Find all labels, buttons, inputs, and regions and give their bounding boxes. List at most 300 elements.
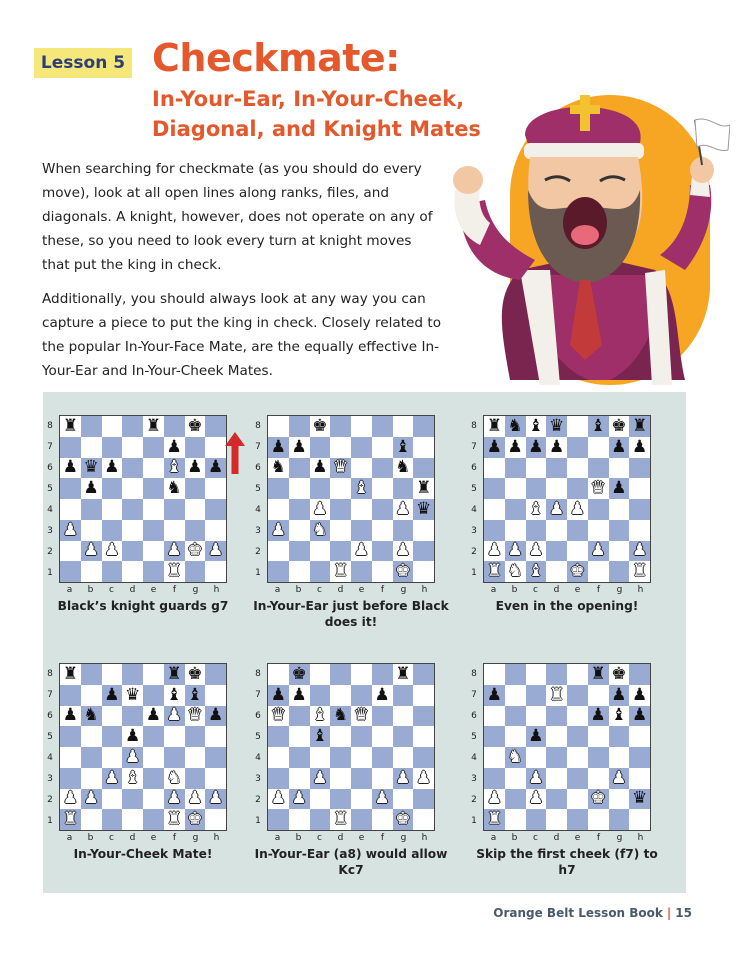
file-label: d <box>129 585 136 595</box>
board-square <box>588 437 609 458</box>
board-square <box>102 664 123 685</box>
black-king-icon: ♚ <box>611 663 627 684</box>
board-square <box>330 685 351 706</box>
board-square <box>122 809 143 830</box>
board-square <box>185 478 206 499</box>
board-square <box>122 520 143 541</box>
board-square <box>609 541 630 562</box>
page-title: Checkmate: <box>152 36 400 80</box>
board-square <box>393 499 414 520</box>
rank-label: 2 <box>47 546 53 557</box>
board-square <box>526 747 547 768</box>
board-square <box>393 437 414 458</box>
board-square <box>372 809 393 830</box>
white-pawn-icon: ♟ <box>528 767 544 788</box>
white-queen-icon: ♛ <box>333 457 349 478</box>
rank-label: 1 <box>255 815 261 826</box>
board-square <box>393 520 414 541</box>
board-square <box>546 437 567 458</box>
board-square <box>372 685 393 706</box>
board-square <box>609 685 630 706</box>
white-king-icon: ♚ <box>569 561 585 582</box>
rank-label: 3 <box>471 773 477 784</box>
rank-label: 8 <box>255 668 261 679</box>
black-queen-icon: ♛ <box>549 415 565 436</box>
board-square <box>164 768 185 789</box>
file-label: f <box>596 833 601 843</box>
board-square <box>609 747 630 768</box>
board-square <box>588 726 609 747</box>
black-pawn-icon: ♟ <box>312 457 328 478</box>
board-square <box>185 664 206 685</box>
board-square <box>609 726 630 747</box>
board-square <box>629 664 650 685</box>
board-square <box>609 458 630 479</box>
board-square <box>310 706 331 727</box>
file-labels <box>483 832 651 844</box>
board-square <box>310 664 331 685</box>
file-label: b <box>295 833 302 843</box>
black-queen-icon: ♛ <box>632 788 648 809</box>
black-rook-icon: ♜ <box>166 663 182 684</box>
board-square <box>351 561 372 582</box>
board-square <box>413 458 434 479</box>
board-square <box>60 478 81 499</box>
board-square <box>588 561 609 582</box>
board-square <box>164 416 185 437</box>
rank-label: 8 <box>47 420 53 431</box>
board-square <box>122 706 143 727</box>
black-rook-icon: ♜ <box>632 415 648 436</box>
board-square <box>205 685 226 706</box>
rank-label: 8 <box>47 668 53 679</box>
rank-label: 3 <box>471 525 477 536</box>
board-square <box>289 726 310 747</box>
page-footer <box>493 906 692 920</box>
board-square <box>81 664 102 685</box>
chess-board <box>59 663 227 831</box>
file-label: d <box>129 833 136 843</box>
board-square <box>268 747 289 768</box>
rank-label: 5 <box>255 483 261 494</box>
white-pawn-icon: ♟ <box>166 788 182 809</box>
file-label: f <box>596 585 601 595</box>
rank-label: 2 <box>255 794 261 805</box>
rank-labels <box>43 415 57 583</box>
board-square <box>484 747 505 768</box>
file-label: g <box>400 833 407 843</box>
white-pawn-icon: ♟ <box>395 498 411 519</box>
board-square <box>372 437 393 458</box>
board-square <box>268 478 289 499</box>
rank-label: 3 <box>47 773 53 784</box>
board-square <box>289 747 310 768</box>
board-square <box>413 664 434 685</box>
board-square <box>546 478 567 499</box>
board-square <box>629 458 650 479</box>
board-square <box>289 664 310 685</box>
rank-label: 7 <box>47 441 53 452</box>
board-square <box>122 664 143 685</box>
board-square <box>526 726 547 747</box>
black-pawn-icon: ♟ <box>166 436 182 457</box>
white-pawn-icon: ♟ <box>166 705 182 726</box>
board-square <box>81 520 102 541</box>
board-square <box>526 541 547 562</box>
board-square <box>205 437 226 458</box>
white-pawn-icon: ♟ <box>395 767 411 788</box>
board-square <box>60 768 81 789</box>
diagram-caption: In-Your-Cheek Mate! <box>73 847 213 861</box>
rank-labels <box>467 415 481 583</box>
board-square <box>567 520 588 541</box>
white-knight-icon: ♞ <box>507 746 523 767</box>
board-square <box>393 541 414 562</box>
board-square <box>102 499 123 520</box>
board-square <box>484 809 505 830</box>
board-square <box>567 726 588 747</box>
board-square <box>351 478 372 499</box>
black-bishop-icon: ♝ <box>590 415 606 436</box>
board-square <box>81 458 102 479</box>
board-square <box>567 437 588 458</box>
black-pawn-icon: ♟ <box>270 684 286 705</box>
board-square <box>268 664 289 685</box>
board-square <box>629 726 650 747</box>
board-square <box>588 768 609 789</box>
board-square <box>330 561 351 582</box>
board-square <box>330 747 351 768</box>
board-square <box>393 706 414 727</box>
rank-label: 1 <box>47 567 53 578</box>
file-label: h <box>421 833 428 843</box>
board-square <box>185 706 206 727</box>
board-square <box>164 706 185 727</box>
black-pawn-icon: ♟ <box>62 705 78 726</box>
white-pawn-icon: ♟ <box>291 788 307 809</box>
board-square <box>567 458 588 479</box>
board-square <box>526 478 547 499</box>
board-square <box>505 809 526 830</box>
board-square <box>588 416 609 437</box>
rank-label: 6 <box>255 710 261 721</box>
board-square <box>372 768 393 789</box>
board-square <box>310 520 331 541</box>
board-square <box>289 809 310 830</box>
white-pawn-icon: ♟ <box>395 540 411 561</box>
rank-label: 6 <box>471 710 477 721</box>
board-square <box>143 541 164 562</box>
board-square <box>567 789 588 810</box>
file-label: e <box>358 585 365 595</box>
black-bishop-icon: ♝ <box>312 726 328 747</box>
board-square <box>164 437 185 458</box>
board-square <box>546 541 567 562</box>
black-king-icon: ♚ <box>291 663 307 684</box>
board-square <box>567 561 588 582</box>
board-square <box>629 685 650 706</box>
white-knight-icon: ♞ <box>507 561 523 582</box>
board-square <box>588 664 609 685</box>
board-square <box>505 747 526 768</box>
white-pawn-icon: ♟ <box>208 788 224 809</box>
board-square <box>546 416 567 437</box>
rank-label: 4 <box>255 504 261 515</box>
board-square <box>185 437 206 458</box>
board-square <box>164 664 185 685</box>
king-mascot-illustration <box>440 95 730 395</box>
black-pawn-icon: ♟ <box>62 457 78 478</box>
file-label: f <box>172 585 177 595</box>
board-square <box>289 706 310 727</box>
board-square <box>164 520 185 541</box>
black-rook-icon: ♜ <box>395 663 411 684</box>
file-label: h <box>213 833 220 843</box>
board-square <box>330 789 351 810</box>
board-square <box>629 768 650 789</box>
board-square <box>122 541 143 562</box>
black-queen-icon: ♛ <box>416 498 432 519</box>
board-square <box>393 458 414 479</box>
board-square <box>102 458 123 479</box>
rank-label: 6 <box>471 462 477 473</box>
board-square <box>268 726 289 747</box>
file-label: c <box>109 585 114 595</box>
rank-label: 7 <box>471 441 477 452</box>
white-rook-icon: ♜ <box>632 561 648 582</box>
black-pawn-icon: ♟ <box>291 436 307 457</box>
file-label: d <box>553 585 560 595</box>
board-square <box>164 747 185 768</box>
board-square <box>330 768 351 789</box>
board-square <box>629 437 650 458</box>
board-square <box>289 458 310 479</box>
board-square <box>505 706 526 727</box>
board-square <box>268 768 289 789</box>
board-square <box>60 437 81 458</box>
board-square <box>205 520 226 541</box>
rank-labels <box>251 663 265 831</box>
board-square <box>484 561 505 582</box>
board-square <box>505 478 526 499</box>
board-square <box>351 458 372 479</box>
file-label: e <box>574 833 581 843</box>
black-knight-icon: ♞ <box>270 457 286 478</box>
black-pawn-icon: ♟ <box>632 705 648 726</box>
white-rook-icon: ♜ <box>549 684 565 705</box>
board-square <box>289 541 310 562</box>
board-square <box>289 520 310 541</box>
white-pawn-icon: ♟ <box>83 788 99 809</box>
black-pawn-icon: ♟ <box>145 705 161 726</box>
white-pawn-icon: ♟ <box>374 788 390 809</box>
white-pawn-icon: ♟ <box>611 767 627 788</box>
board-square <box>372 789 393 810</box>
black-pawn-icon: ♟ <box>104 457 120 478</box>
board-square <box>330 664 351 685</box>
file-labels <box>267 584 435 596</box>
board-square <box>526 789 547 810</box>
board-square <box>164 809 185 830</box>
board-square <box>185 809 206 830</box>
file-label: g <box>616 833 623 843</box>
footer-book-title: Orange Belt Lesson Book <box>493 906 663 920</box>
board-square <box>484 458 505 479</box>
board-square <box>609 706 630 727</box>
white-king-icon: ♚ <box>187 809 203 830</box>
white-pawn-icon: ♟ <box>549 498 565 519</box>
black-pawn-icon: ♟ <box>291 684 307 705</box>
board-square <box>102 437 123 458</box>
board-square <box>351 789 372 810</box>
diagram-panel <box>43 392 686 893</box>
board-square <box>505 499 526 520</box>
board-square <box>393 561 414 582</box>
white-pawn-icon: ♟ <box>104 540 120 561</box>
file-labels <box>59 832 227 844</box>
black-pawn-icon: ♟ <box>528 726 544 747</box>
board-square <box>185 685 206 706</box>
file-label: a <box>490 585 497 595</box>
white-pawn-icon: ♟ <box>569 498 585 519</box>
white-knight-icon: ♞ <box>166 767 182 788</box>
board-square <box>588 458 609 479</box>
board-square <box>81 726 102 747</box>
board-square <box>413 768 434 789</box>
board-square <box>351 499 372 520</box>
board-square <box>205 561 226 582</box>
rank-label: 6 <box>255 462 261 473</box>
board-square <box>143 706 164 727</box>
board-square <box>372 747 393 768</box>
board-square <box>268 789 289 810</box>
board-square <box>81 416 102 437</box>
board-square <box>546 499 567 520</box>
board-square <box>484 520 505 541</box>
board-square <box>81 561 102 582</box>
board-square <box>268 685 289 706</box>
board-square <box>629 520 650 541</box>
board-square <box>122 685 143 706</box>
board-square <box>310 726 331 747</box>
board-square <box>81 789 102 810</box>
rank-label: 4 <box>47 504 53 515</box>
board-square <box>505 458 526 479</box>
board-square <box>330 520 351 541</box>
white-bishop-icon: ♝ <box>312 705 328 726</box>
chess-board <box>483 415 651 583</box>
board-square <box>143 437 164 458</box>
rank-label: 8 <box>471 668 477 679</box>
black-pawn-icon: ♟ <box>611 684 627 705</box>
diagram-caption: Black’s knight guards g7 <box>57 599 229 613</box>
board-square <box>81 706 102 727</box>
board-square <box>372 499 393 520</box>
lesson-badge: Lesson 5 <box>34 48 132 78</box>
white-pawn-icon: ♟ <box>590 540 606 561</box>
board-square <box>268 437 289 458</box>
board-square <box>609 664 630 685</box>
board-square <box>609 789 630 810</box>
board-square <box>164 478 185 499</box>
board-square <box>413 726 434 747</box>
rank-labels <box>251 415 265 583</box>
board-square <box>205 458 226 479</box>
file-label: f <box>172 833 177 843</box>
white-rook-icon: ♜ <box>333 561 349 582</box>
file-label: d <box>337 585 344 595</box>
board-square <box>526 458 547 479</box>
board-square <box>164 561 185 582</box>
board-square <box>526 561 547 582</box>
file-label: g <box>192 833 199 843</box>
board-square <box>413 747 434 768</box>
board-square <box>143 747 164 768</box>
board-square <box>205 416 226 437</box>
board-square <box>413 541 434 562</box>
board-square <box>310 768 331 789</box>
board-square <box>143 768 164 789</box>
black-pawn-icon: ♟ <box>104 684 120 705</box>
board-square <box>81 478 102 499</box>
board-square <box>205 726 226 747</box>
board-square <box>310 685 331 706</box>
board-square <box>268 706 289 727</box>
board-square <box>102 561 123 582</box>
file-label: e <box>358 833 365 843</box>
board-square <box>185 768 206 789</box>
board-square <box>567 685 588 706</box>
file-label: c <box>109 833 114 843</box>
white-pawn-icon: ♟ <box>166 540 182 561</box>
black-pawn-icon: ♟ <box>632 684 648 705</box>
board-square <box>351 664 372 685</box>
black-pawn-icon: ♟ <box>270 436 286 457</box>
board-square <box>310 789 331 810</box>
board-square <box>205 809 226 830</box>
board-square <box>310 458 331 479</box>
board-square <box>143 685 164 706</box>
white-king-icon: ♚ <box>395 561 411 582</box>
board-square <box>81 768 102 789</box>
file-label: a <box>274 833 281 843</box>
board-square <box>546 685 567 706</box>
rank-label: 3 <box>255 773 261 784</box>
board-square <box>484 664 505 685</box>
intro-paragraph-2: Additionally, you should always look at any way you can capture a piece to put the king in check. Closely related to the popular In-Your-Face Mate, are the equally effective In-Your-Ear and In-Your-Cheek Mates. <box>42 291 442 379</box>
file-label: e <box>574 585 581 595</box>
black-pawn-icon: ♟ <box>549 436 565 457</box>
rank-label: 1 <box>471 815 477 826</box>
white-pawn-icon: ♟ <box>270 788 286 809</box>
board-square <box>289 768 310 789</box>
file-label: h <box>421 585 428 595</box>
board-square <box>185 789 206 810</box>
file-label: b <box>511 585 518 595</box>
board-square <box>122 458 143 479</box>
white-pawn-icon: ♟ <box>104 767 120 788</box>
board-square <box>330 437 351 458</box>
board-square <box>372 416 393 437</box>
board-square <box>351 768 372 789</box>
board-square <box>393 726 414 747</box>
board-square <box>484 789 505 810</box>
board-square <box>122 768 143 789</box>
board-square <box>546 458 567 479</box>
board-square <box>526 664 547 685</box>
board-square <box>526 437 547 458</box>
black-pawn-icon: ♟ <box>611 478 627 499</box>
